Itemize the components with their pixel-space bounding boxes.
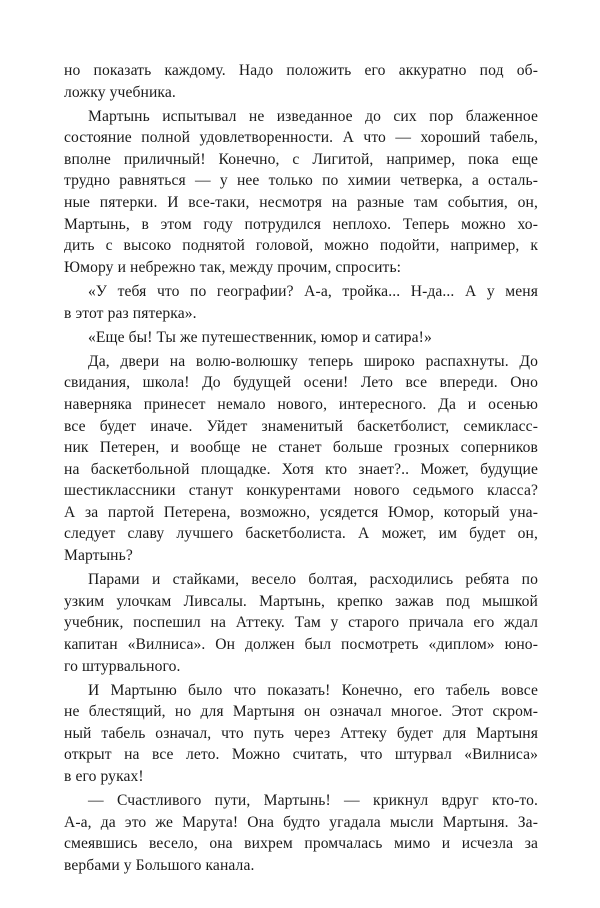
text-line: дить с высоко поднятой головой, можно подойти, например, к (64, 237, 538, 255)
text-line: вербами у Большого канала. (64, 856, 255, 874)
paragraph (64, 106, 538, 279)
text-line: трудно равняться — у нее только по химии четверка, а осталь- (64, 172, 538, 190)
text-line: Мартынь, в этом году потрудился неплохо. Теперь можно хо- (64, 215, 538, 233)
text-line: А-а, да это же Марута! Она будто угадала мысли Мартыня. За- (64, 813, 538, 831)
text-line: «У тебя что по географии? А-а, тройка... Н-да... А у меня (88, 282, 538, 300)
text-line: в этот раз пятерка». (64, 304, 197, 322)
paragraph (64, 281, 538, 324)
text-line: ные пятерки. И все-таки, несмотря на разные там события, он, (64, 194, 538, 212)
text-line: вполне приличный! Конечно, с Лигитой, например, пока еще (64, 150, 538, 168)
text-line: но показать каждому. Надо положить его аккуратно под об- (64, 62, 538, 79)
text-line: Да, двери на волю-волюшку теперь широко распахнуты. До (88, 352, 538, 370)
text-line: Парами и стайками, весело болтая, расходились ребята по (88, 571, 538, 589)
text-line: открыт на все лето. Можно считать, что штурвал «Вилниса» (64, 746, 538, 764)
paragraph (64, 351, 538, 567)
paragraph (64, 790, 538, 876)
text-line: И Мартыню было что показать! Конечно, его табель вовсе (88, 681, 538, 699)
text-line: на баскетбольной площадке. Хотя кто знает?.. Может, будущие (64, 460, 538, 478)
book-page (64, 60, 538, 876)
paragraph (64, 60, 538, 103)
paragraph (64, 680, 538, 788)
text-line: шестиклассники станут конкурентами нового седьмого класса? (64, 482, 538, 500)
text-line: ник Петерен, и вообще не станет больше грозных соперников (64, 439, 538, 457)
text-line: Мартынь? (64, 547, 133, 565)
text-line: Мартынь испытывал не изведанное до сих пор блаженное (88, 107, 538, 125)
text-line: «Еще бы! Ты же путешественник, юмор и сатира!» (88, 328, 432, 346)
paragraph (64, 327, 538, 349)
text-line: не блестящий, но для Мартыня он означал многое. Этот скром- (64, 703, 538, 721)
text-line: в его руках! (64, 768, 144, 785)
text-line: следует славу лучшего баскетболиста. А может, им будет он, (64, 525, 538, 543)
text-line: все будет иначе. Уйдет знаменитый баскетболист, семикласс- (64, 417, 538, 435)
text-line: капитан «Вилниса». Он должен был посмотреть «диплом» юно- (64, 635, 538, 653)
text-line: узким улочкам Ливсалы. Мартынь, крепко зажав под мышкой (64, 592, 538, 610)
text-line: А за партой Петерена, возможно, усядется Юмор, который уна- (64, 503, 538, 521)
text-line: учебник, поспешил на Аттеку. Там у старого причала его ждал (64, 614, 538, 632)
text-line: Юмору и небрежно так, между прочим, спросить: (64, 258, 402, 276)
text-line: смеявшись весело, она вихрем промчалась мимо и исчезла за (64, 835, 538, 853)
text-line: свидания, школа! До будущей осени! Лето все впереди. Оно (64, 374, 538, 392)
text-line: наверняка принесет немало нового, интересного. Да и осенью (64, 395, 538, 413)
text-line: состояние полной удовлетворенности. А что — хороший табель, (64, 129, 538, 147)
text-line: — Счастливого пути, Мартынь! — крикнул вдруг кто-то. (88, 792, 538, 810)
paragraph (64, 569, 538, 677)
text-line: ложку учебника. (64, 83, 176, 101)
text-line: го штурвального. (64, 657, 181, 675)
text-line: ный табель означал, что путь через Аттеку будет для Мартыня (64, 724, 538, 742)
